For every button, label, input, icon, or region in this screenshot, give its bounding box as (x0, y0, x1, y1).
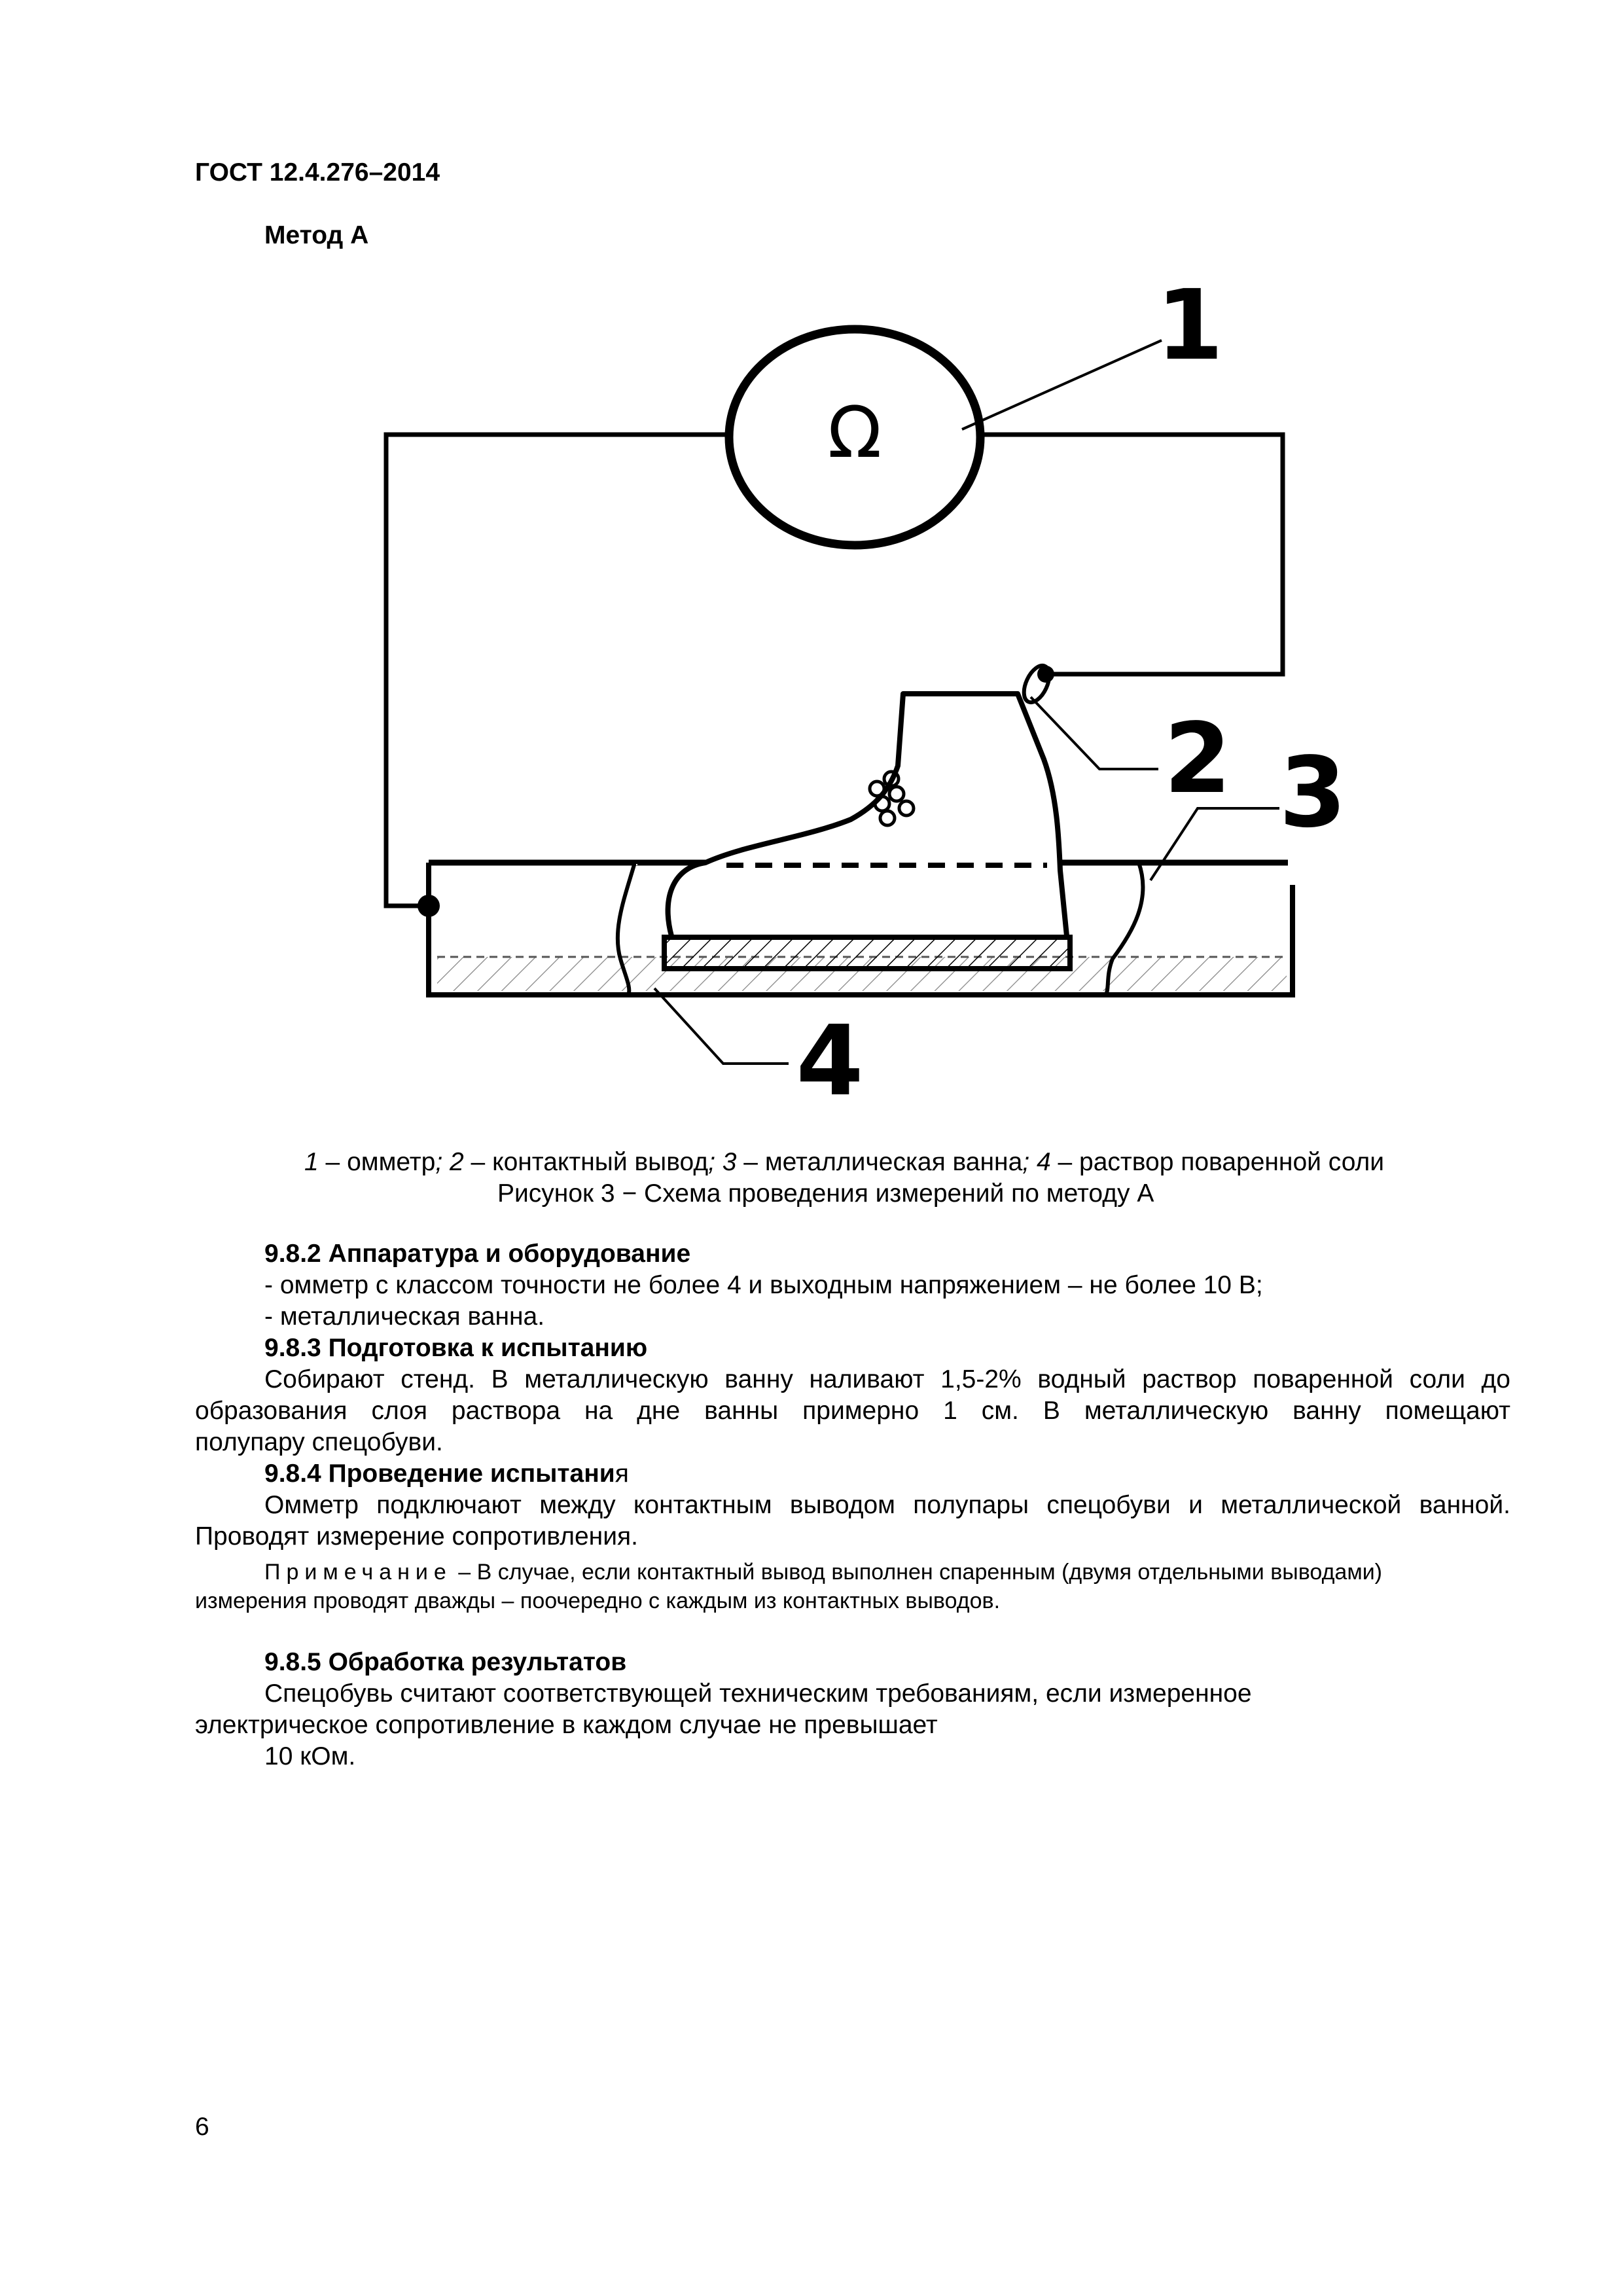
heading-9-8-4 (264, 1458, 629, 1490)
legend-text-2: – контактный вывод (463, 1148, 709, 1176)
callout-2: 2 (1164, 702, 1232, 815)
procedure-line-2: Проводят измерение сопротивления. (195, 1522, 638, 1551)
ohm-symbol: Ω (827, 392, 882, 474)
method-title: Метод А (264, 221, 369, 249)
results-line-3: 10 кОм. (264, 1742, 356, 1770)
wire-right (978, 435, 1283, 674)
callout-3: 3 (1279, 736, 1347, 849)
equipment-item-1: - омметр с классом точности не более 4 и выходным напряжением – не более 10 В; (264, 1271, 1263, 1299)
wire-left (386, 435, 730, 906)
legend-text-4: – раствор поваренной соли (1050, 1148, 1385, 1176)
heading-9-8-4-bold: 9.8.4 Проведение испытани (264, 1460, 615, 1488)
figure-legend (304, 1147, 1384, 1178)
preparation-line-1: Собирают стенд. В металлическую ванну наливают 1,5-2% водный раствор поваренной соли до (264, 1365, 1510, 1393)
legend-sep-2: ; (708, 1148, 722, 1176)
legend-sep-3: ; (1022, 1148, 1037, 1176)
legend-text-1: – омметр (318, 1148, 436, 1176)
legend-num-3: 3 (722, 1148, 737, 1176)
note-text-1: – В случае, если контактный вывод выполнен спаренным (двумя отдельными выводами) (452, 1560, 1383, 1585)
figure-caption: Рисунок 3 − Схема проведения измерений по методу А (497, 1179, 1154, 1208)
note-heading: Примечание (264, 1560, 452, 1585)
results-line-1: Спецобувь считают соответствующей техническим требованиям, если измеренное (264, 1679, 1252, 1708)
results-line-2: электрическое сопротивление в каждом случае не превышает (195, 1711, 938, 1739)
contact-lead (1019, 662, 1054, 706)
heading-9-8-5: 9.8.5 Обработка результатов (264, 1648, 627, 1676)
boot-sole (664, 937, 1070, 969)
legend-num-2: 2 (450, 1148, 464, 1176)
callout-1: 1 (1156, 269, 1224, 382)
callout-4: 4 (796, 1005, 864, 1117)
boot (664, 694, 1070, 969)
bath-terminal (418, 895, 440, 917)
measurement-scheme-figure (0, 0, 1623, 1139)
note-line-2: измерения проводят дважды – поочередно с каждым из контактных выводов. (195, 1588, 1001, 1613)
heading-9-8-3: 9.8.3 Подготовка к испытанию (264, 1334, 648, 1362)
ohmmeter (729, 329, 980, 545)
legend-num-1: 1 (304, 1148, 319, 1176)
legend-text-3: – металлическая ванна (736, 1148, 1023, 1176)
page-number: 6 (195, 2113, 209, 2141)
preparation-line-3: полупару спецобуви. (195, 1428, 443, 1456)
note-line-1 (264, 1558, 1382, 1587)
equipment-item-2: - металлическая ванна. (264, 1302, 545, 1331)
heading-9-8-4-tail: я (615, 1460, 629, 1488)
document-header: ГОСТ 12.4.276–2014 (195, 158, 440, 187)
legend-num-4: 4 (1036, 1148, 1051, 1176)
preparation-line-2: образования слоя раствора на дне ванны примерно 1 см. В металлическую ванну помещают (195, 1397, 1510, 1425)
heading-9-8-2: 9.8.2 Аппаратура и оборудование (264, 1240, 691, 1268)
procedure-line-1: Омметр подключают между контактным выводом полупары спецобуви и металлической ванной. (264, 1491, 1510, 1519)
legend-sep-1: ; (435, 1148, 450, 1176)
